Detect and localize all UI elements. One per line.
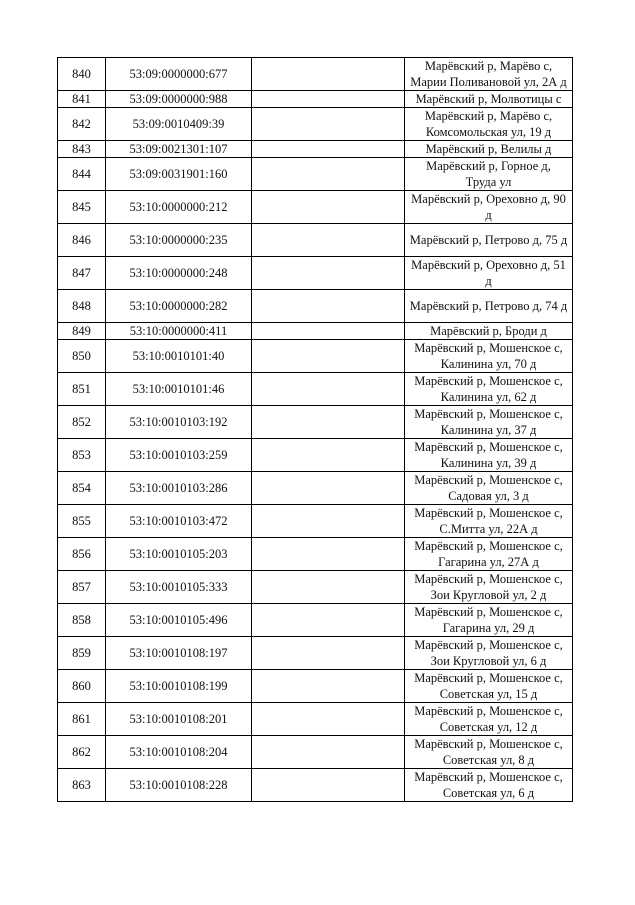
row-number-cell: 855 <box>58 505 106 538</box>
address-line: Марёвский р, Мошенское с, <box>414 341 563 355</box>
address-line: Калинина ул, 70 д <box>440 357 537 371</box>
address-line: Марёвский р, Мошенское с, <box>414 374 563 388</box>
cadastral-number-cell: 53:10:0010108:228 <box>106 769 252 802</box>
address-line: Калинина ул, 39 д <box>440 456 537 470</box>
address-cell <box>405 191 573 224</box>
address-line: Марии Поливановой ул, 2А д <box>410 75 567 89</box>
table-row <box>58 191 573 224</box>
address-line: Марёвский р, Мошенское с, <box>414 572 563 586</box>
row-number-cell: 842 <box>58 108 106 141</box>
address-line: Садовая ул, 3 д <box>448 489 529 503</box>
address-cell <box>405 373 573 406</box>
row-number-cell: 843 <box>58 141 106 158</box>
cadastral-number-cell: 53:09:0000000:988 <box>106 91 252 108</box>
cadastral-number-cell: 53:10:0010108:199 <box>106 670 252 703</box>
address-line: Комсомольская ул, 19 д <box>425 125 552 139</box>
empty-cell <box>252 571 405 604</box>
address-line: Марёвский р, Мошенское с, <box>414 440 563 454</box>
row-number-cell: 856 <box>58 538 106 571</box>
empty-cell <box>252 191 405 224</box>
table-row <box>58 224 573 257</box>
address-cell <box>405 505 573 538</box>
empty-cell <box>252 323 405 340</box>
table-row <box>58 158 573 191</box>
address-line: Советская ул, 8 д <box>442 753 535 767</box>
address-line: Марёвский р, Мошенское с, <box>414 638 563 652</box>
address-line: д <box>485 208 492 222</box>
cadastral-number-cell: 53:09:0031901:160 <box>106 158 252 191</box>
row-number-cell: 850 <box>58 340 106 373</box>
cadastral-number-cell: 53:10:0000000:235 <box>106 224 252 257</box>
address-cell <box>405 769 573 802</box>
address-line: Марёвский р, Петрово д, 74 д <box>409 299 568 313</box>
cadastral-number-cell: 53:10:0010108:197 <box>106 637 252 670</box>
row-number-cell: 840 <box>58 58 106 91</box>
address-cell <box>405 108 573 141</box>
property-registry-table <box>57 57 573 802</box>
address-line: Зои Кругловой ул, 2 д <box>430 588 547 602</box>
cadastral-number-cell: 53:10:0010105:203 <box>106 538 252 571</box>
cadastral-number-cell: 53:10:0000000:411 <box>106 323 252 340</box>
cadastral-number-cell: 53:10:0010101:46 <box>106 373 252 406</box>
table-row <box>58 637 573 670</box>
table-row <box>58 505 573 538</box>
empty-cell <box>252 224 405 257</box>
cadastral-number-cell: 53:10:0010103:259 <box>106 439 252 472</box>
table-row <box>58 91 573 108</box>
row-number-cell: 854 <box>58 472 106 505</box>
address-line: Советская ул, 15 д <box>439 687 538 701</box>
cadastral-number-cell: 53:10:0010103:472 <box>106 505 252 538</box>
empty-cell <box>252 158 405 191</box>
row-number-cell: 848 <box>58 290 106 323</box>
address-cell <box>405 58 573 91</box>
table-row <box>58 439 573 472</box>
empty-cell <box>252 340 405 373</box>
empty-cell <box>252 108 405 141</box>
address-line: Марёвский р, Мошенское с, <box>414 506 563 520</box>
address-cell <box>405 571 573 604</box>
cadastral-number-cell: 53:10:0010105:496 <box>106 604 252 637</box>
table-row <box>58 670 573 703</box>
address-line: Марёвский р, Ореховно д, 51 <box>411 258 566 272</box>
empty-cell <box>252 769 405 802</box>
table-row <box>58 340 573 373</box>
cadastral-number-cell: 53:10:0010101:40 <box>106 340 252 373</box>
empty-cell <box>252 604 405 637</box>
table-row <box>58 108 573 141</box>
row-number-cell: 859 <box>58 637 106 670</box>
empty-cell <box>252 703 405 736</box>
empty-cell <box>252 257 405 290</box>
address-line: С.Митта ул, 22А д <box>439 522 538 536</box>
row-number-cell: 853 <box>58 439 106 472</box>
table-row <box>58 769 573 802</box>
address-cell <box>405 141 573 158</box>
row-number-cell: 846 <box>58 224 106 257</box>
address-line: Марёвский р, Броди д <box>430 324 547 338</box>
cadastral-number-cell: 53:09:0021301:107 <box>106 141 252 158</box>
address-cell <box>405 637 573 670</box>
address-line: Марёвский р, Мошенское с, <box>414 407 563 421</box>
address-line: Советская ул, 12 д <box>439 720 538 734</box>
address-cell <box>405 290 573 323</box>
row-number-cell: 857 <box>58 571 106 604</box>
row-number-cell: 852 <box>58 406 106 439</box>
address-line: Марёвский р, Мошенское с, <box>414 770 563 784</box>
address-cell <box>405 439 573 472</box>
address-line: Марёвский р, Молвотицы с <box>415 92 562 106</box>
table-row <box>58 373 573 406</box>
empty-cell <box>252 505 405 538</box>
address-cell <box>405 406 573 439</box>
address-line: Гагарина ул, 27А д <box>438 555 539 569</box>
row-number-cell: 847 <box>58 257 106 290</box>
row-number-cell: 844 <box>58 158 106 191</box>
cadastral-number-cell: 53:10:0010103:192 <box>106 406 252 439</box>
address-line: Марёвский р, Мошенское с, <box>414 539 563 553</box>
empty-cell <box>252 736 405 769</box>
address-line: Марёвский р, Мошенское с, <box>414 704 563 718</box>
address-cell <box>405 703 573 736</box>
row-number-cell: 861 <box>58 703 106 736</box>
cadastral-number-cell: 53:10:0010105:333 <box>106 571 252 604</box>
table-row <box>58 58 573 91</box>
address-cell <box>405 604 573 637</box>
address-line: Марёвский р, Мошенское с, <box>414 671 563 685</box>
empty-cell <box>252 406 405 439</box>
row-number-cell: 863 <box>58 769 106 802</box>
address-line: Советская ул, 6 д <box>442 786 535 800</box>
address-line: Марёвский р, Горное д, <box>426 159 551 173</box>
empty-cell <box>252 373 405 406</box>
address-line: Зои Кругловой ул, 6 д <box>430 654 547 668</box>
table-row <box>58 736 573 769</box>
address-cell <box>405 472 573 505</box>
row-number-cell: 860 <box>58 670 106 703</box>
empty-cell <box>252 637 405 670</box>
empty-cell <box>252 439 405 472</box>
address-cell <box>405 224 573 257</box>
empty-cell <box>252 472 405 505</box>
cadastral-number-cell: 53:10:0010108:204 <box>106 736 252 769</box>
cadastral-number-cell: 53:09:0010409:39 <box>106 108 252 141</box>
address-cell <box>405 670 573 703</box>
address-line: Калинина ул, 62 д <box>440 390 537 404</box>
empty-cell <box>252 290 405 323</box>
table-row <box>58 538 573 571</box>
address-cell <box>405 538 573 571</box>
address-line: Калинина ул, 37 д <box>440 423 537 437</box>
table-row <box>58 323 573 340</box>
address-cell <box>405 323 573 340</box>
empty-cell <box>252 91 405 108</box>
table-row <box>58 141 573 158</box>
address-line: Марёвский р, Мошенское с, <box>414 737 563 751</box>
address-cell <box>405 158 573 191</box>
address-line: Марёвский р, Мошенское с, <box>414 473 563 487</box>
address-line: Гагарина ул, 29 д <box>442 621 535 635</box>
row-number-cell: 849 <box>58 323 106 340</box>
empty-cell <box>252 538 405 571</box>
row-number-cell: 858 <box>58 604 106 637</box>
address-cell <box>405 91 573 108</box>
row-number-cell: 851 <box>58 373 106 406</box>
address-line: д <box>485 274 492 288</box>
row-number-cell: 841 <box>58 91 106 108</box>
cadastral-number-cell: 53:10:0000000:248 <box>106 257 252 290</box>
address-cell <box>405 257 573 290</box>
registry-table-body <box>58 58 573 802</box>
table-row <box>58 472 573 505</box>
cadastral-number-cell: 53:10:0010103:286 <box>106 472 252 505</box>
address-cell <box>405 340 573 373</box>
cadastral-number-cell: 53:10:0010108:201 <box>106 703 252 736</box>
empty-cell <box>252 141 405 158</box>
address-line: Марёвский р, Велилы д <box>425 142 552 156</box>
cadastral-number-cell: 53:10:0000000:212 <box>106 191 252 224</box>
empty-cell <box>252 670 405 703</box>
cadastral-number-cell: 53:10:0000000:282 <box>106 290 252 323</box>
table-row <box>58 406 573 439</box>
empty-cell <box>252 58 405 91</box>
address-cell <box>405 736 573 769</box>
row-number-cell: 862 <box>58 736 106 769</box>
address-line: Марёвский р, Петрово д, 75 д <box>409 233 568 247</box>
cadastral-number-cell: 53:09:0000000:677 <box>106 58 252 91</box>
row-number-cell: 845 <box>58 191 106 224</box>
table-row <box>58 290 573 323</box>
table-row <box>58 703 573 736</box>
address-line: Марёвский р, Марёво с, <box>424 59 553 73</box>
address-line: Марёвский р, Мошенское с, <box>414 605 563 619</box>
address-line: Марёвский р, Ореховно д, 90 <box>411 192 566 206</box>
table-row <box>58 257 573 290</box>
table-row <box>58 604 573 637</box>
table-row <box>58 571 573 604</box>
address-line: Марёвский р, Марёво с, <box>424 109 553 123</box>
address-line: Труда ул <box>465 175 512 189</box>
